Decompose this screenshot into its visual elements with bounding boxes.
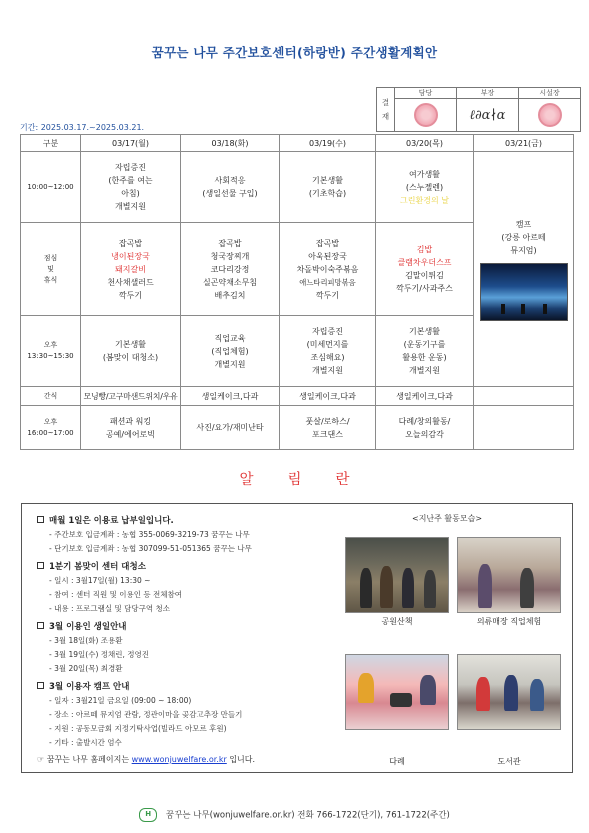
snack-mon: 모닝빵/고구마샌드위치/우유 <box>81 387 181 406</box>
weekly-schedule-table <box>20 134 574 450</box>
time-evening: 오후 16:00~17:00 <box>21 406 81 450</box>
photo-library <box>457 654 561 730</box>
notice-item: - 기타 : 출발시간 엄수 <box>49 738 122 747</box>
lunch-mon: 잡곡밥 냉이된장국 돼지갈비 천사채샐러드 깍두기 <box>81 223 181 316</box>
day-header: 03/18(화) <box>181 135 280 152</box>
seal-stamp-icon <box>414 103 438 127</box>
afternoon-mon: 기본생활 (봄맞이 대청소) <box>81 316 181 387</box>
evening-wed: 풋살/로하스/ 포크댄스 <box>280 406 376 450</box>
evening-fri <box>474 406 574 450</box>
time-morning: 10:00~12:00 <box>21 152 81 223</box>
notice-item: - 3월 20일(목) 최경환 <box>49 664 123 673</box>
photo-caption: 공원산책 <box>381 617 413 626</box>
photo-park-walk <box>345 537 449 613</box>
time-afternoon: 오후 13:30~15:30 <box>21 316 81 387</box>
photo-caption: 도서관 <box>497 757 521 766</box>
notice-item: - 일시 : 3월17일(월) 13:30 ~ <box>49 576 151 585</box>
morning-thu: 여가생활 (스누젤렌) 그린환경의 날 <box>376 152 474 223</box>
lunch-wed: 잡곡밥 아욱된장국 차돌박이숙주볶음 애느타리피망볶음 깍두기 <box>280 223 376 316</box>
evening-thu: 다례/창의활동/ 오늘의감각 <box>376 406 474 450</box>
afternoon-wed: 자립증진 (미세먼지를 조심해요) 개별지원 <box>280 316 376 387</box>
approval-header-director: 시설장 <box>519 88 581 99</box>
day-header: 03/20(목) <box>376 135 474 152</box>
morning-mon: 자립증진 (한주를 여는 아침) 개별지원 <box>81 152 181 223</box>
approval-label: 결 재 <box>377 88 395 132</box>
center-logo-icon: H <box>139 808 157 822</box>
day-header: 03/17(월) <box>81 135 181 152</box>
notice-section: 3월 이용자 캠프 안내 <box>37 680 347 694</box>
morning-wed: 기본생활 (기초학습) <box>280 152 376 223</box>
checkbox-icon <box>37 682 44 689</box>
camp-text: 캠프 <box>515 219 532 229</box>
evening-mon: 패션과 워킹 공예/에어로빅 <box>81 406 181 450</box>
time-lunch: 점심 및 휴식 <box>21 223 81 316</box>
approval-header-manager: 부장 <box>457 88 519 99</box>
evening-tue: 사진/요가/재미난타 <box>181 406 280 450</box>
approval-header-staff: 담당 <box>395 88 457 99</box>
snack-wed: 생일케이크,다과 <box>280 387 376 406</box>
notice-item: - 3월 18일(화) 조용환 <box>49 636 123 645</box>
photo-caption: 다례 <box>389 757 405 766</box>
notice-list <box>37 510 347 767</box>
photo-tea-ceremony <box>345 654 449 730</box>
checkbox-icon <box>37 622 44 629</box>
schedule-period: 기간: 2025.03.17.~2025.03.21. <box>20 123 145 132</box>
lunch-tue: 잡곡밥 청국장찌개 코다리강정 실곤약채소무침 배추김치 <box>181 223 280 316</box>
signature: ℓ∂ɑ∤ɑ <box>469 108 506 123</box>
notice-item: - 주간보호 입금계좌 : 농협 355-0069-3219-73 꿈꾸는 나무 <box>49 530 250 539</box>
notice-item: - 참여 : 센터 직원 및 이용인 등 전체참여 <box>49 590 182 599</box>
photo-clothing-store <box>457 537 561 613</box>
homepage-link[interactable]: www.wonjuwelfare.or.kr <box>131 755 227 764</box>
checkbox-icon <box>37 516 44 523</box>
day-header: 03/19(수) <box>280 135 376 152</box>
notice-item: - 3월 19일(수) 정채린, 정영진 <box>49 650 149 659</box>
homepage-line: ☞ 꿈꾸는 나무 홈페이지는 www.wonjuwelfare.or.kr 입니다. <box>37 755 256 764</box>
notice-section: 매월 1일은 이용료 납부일입니다. <box>37 514 347 528</box>
notice-section: 3월 이용인 생일안내 <box>37 620 347 634</box>
afternoon-tue: 직업교육 (직업체험) 개별지원 <box>181 316 280 387</box>
footer-contact: 꿈꾸는 나무(wonjuwelfare.or.kr) 전화 766-1722(단기), 761-1722(주간) <box>165 810 450 821</box>
lunch-thu: 김밥 클램차우더스프 김말이튀김 깍두기/사과주스 <box>376 223 474 316</box>
approval-table <box>376 87 581 132</box>
notice-title: 알림란 <box>239 472 384 488</box>
photo-caption: 의류매장 직업체험 <box>476 617 542 626</box>
afternoon-thu: 기본생활 (운동기구를 활용한 운동) 개별지원 <box>376 316 474 387</box>
notice-item: - 단기보호 입금계좌 : 농협 307099-51-051365 꿈꾸는 나무 <box>49 544 252 553</box>
notice-item: - 내용 : 프로그램실 및 담당구역 청소 <box>49 604 170 613</box>
photos-heading: <지난주 활동모습> <box>412 514 483 523</box>
page-title: 꿈꾸는 나무 주간보호센터(하랑반) 주간생활계획안 <box>151 45 438 60</box>
snack-label: 간식 <box>21 387 81 406</box>
notice-item: - 일자 : 3월21일 금요일 (09:00 ~ 18:00) <box>49 696 192 705</box>
checkbox-icon <box>37 562 44 569</box>
notice-section: 1분기 봄맞이 센터 대청소 <box>37 560 347 574</box>
seal-stamp-icon <box>538 103 562 127</box>
notice-item: - 지원 : 공동모금회 지정기탁사업(빌라드 아모르 후원) <box>49 724 227 733</box>
snack-thu: 생일케이크,다과 <box>376 387 474 406</box>
notice-item: - 장소 : 아르떼 뮤지엄 관람, 정관이마을 곶감고추장 만들기 <box>49 710 243 719</box>
camp-cell: 캠프 (강릉 아르떼 뮤지엄) <box>474 152 574 387</box>
footer <box>0 808 589 822</box>
snack-fri <box>474 387 574 406</box>
morning-tue: 사회적응 (생일선물 구입) <box>181 152 280 223</box>
notice-box <box>21 503 573 773</box>
camp-photo <box>480 263 568 321</box>
col-header: 구분 <box>21 135 81 152</box>
snack-tue: 생일케이크,다과 <box>181 387 280 406</box>
day-header: 03/21(금) <box>474 135 574 152</box>
